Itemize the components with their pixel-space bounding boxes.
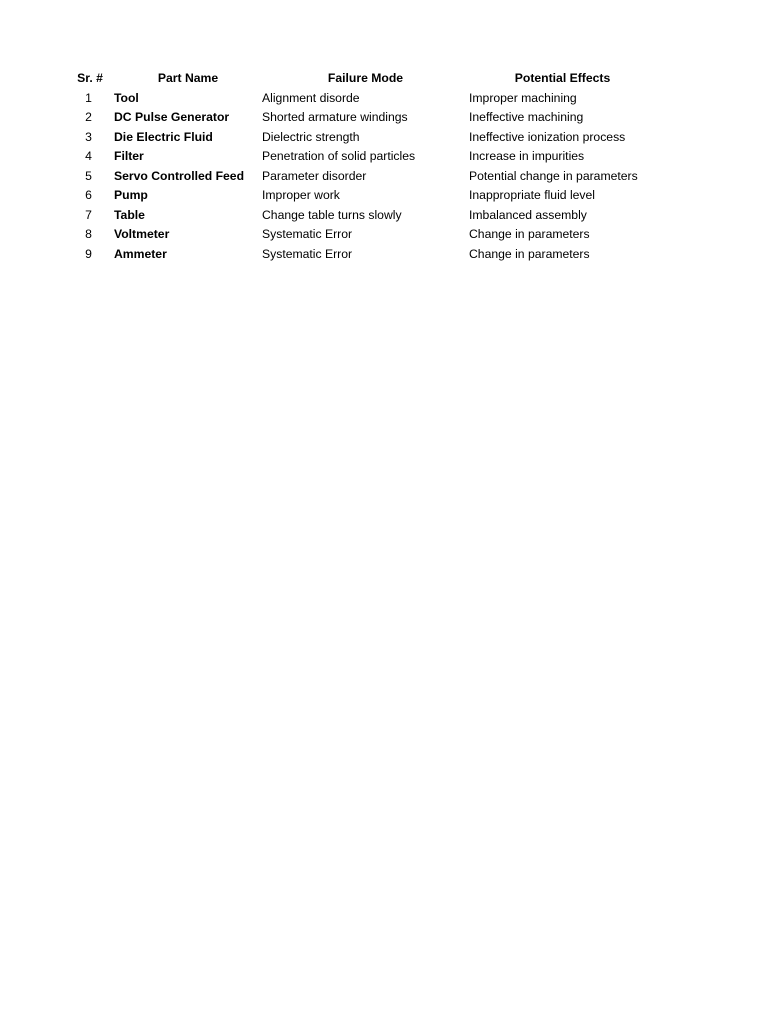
cell-potential-effects: Increase in impurities: [469, 149, 585, 163]
cell-part-name: Voltmeter: [114, 227, 170, 241]
cell-sr: 9: [85, 246, 92, 261]
cell-part-name: Table: [114, 207, 145, 222]
cell-failure-mode: Dielectric strength: [262, 129, 360, 144]
header-part-name: Part Name: [157, 71, 219, 85]
cell-sr: 4: [85, 149, 92, 163]
cell-part-name: Ammeter: [114, 246, 167, 261]
cell-sr: 6: [85, 188, 92, 202]
table-row: [66, 245, 656, 265]
cell-potential-effects: Change in parameters: [469, 246, 590, 261]
header-failure-mode: Failure Mode: [327, 71, 404, 85]
cell-sr: 3: [85, 129, 92, 144]
cell-failure-mode: Change table turns slowly: [262, 207, 402, 222]
cell-potential-effects: Ineffective machining: [469, 110, 584, 124]
cell-failure-mode: Systematic Error: [262, 227, 353, 241]
cell-sr: 7: [85, 207, 92, 222]
cell-part-name: Servo Controlled Feed: [114, 168, 245, 183]
header-potential-effects: Potential Effects: [514, 71, 611, 85]
failure-mode-table: [66, 69, 656, 264]
table-row: [66, 225, 656, 245]
cell-part-name: Die Electric Fluid: [114, 129, 213, 144]
table-row: [66, 186, 656, 206]
cell-part-name: Filter: [114, 149, 144, 163]
table-row: [66, 167, 656, 187]
table-row: [66, 147, 656, 167]
cell-part-name: DC Pulse Generator: [114, 110, 230, 124]
cell-sr: 1: [85, 90, 92, 105]
cell-potential-effects: Ineffective ionization process: [469, 129, 626, 144]
table-row: [66, 89, 656, 109]
cell-sr: 2: [85, 110, 92, 124]
cell-part-name: Tool: [114, 90, 139, 105]
cell-potential-effects: Improper machining: [469, 90, 577, 105]
cell-failure-mode: Parameter disorder: [262, 168, 367, 183]
cell-sr: 8: [85, 227, 92, 241]
document-page: [66, 69, 706, 264]
table-row: [66, 128, 656, 148]
cell-potential-effects: Potential change in parameters: [469, 168, 638, 183]
cell-failure-mode: Shorted armature windings: [262, 110, 408, 124]
cell-potential-effects: Imbalanced assembly: [469, 207, 587, 222]
table-row: [66, 108, 656, 128]
cell-potential-effects: Inappropriate fluid level: [469, 188, 596, 202]
table-header-row: [66, 69, 656, 89]
cell-part-name: Pump: [114, 188, 148, 202]
cell-failure-mode: Penetration of solid particles: [262, 149, 416, 163]
cell-failure-mode: Systematic Error: [262, 246, 353, 261]
cell-failure-mode: Improper work: [262, 188, 340, 202]
header-sr: Sr. #: [77, 71, 103, 85]
cell-failure-mode: Alignment disorde: [262, 90, 360, 105]
cell-sr: 5: [85, 168, 92, 183]
table-row: [66, 206, 656, 226]
cell-potential-effects: Change in parameters: [469, 227, 590, 241]
